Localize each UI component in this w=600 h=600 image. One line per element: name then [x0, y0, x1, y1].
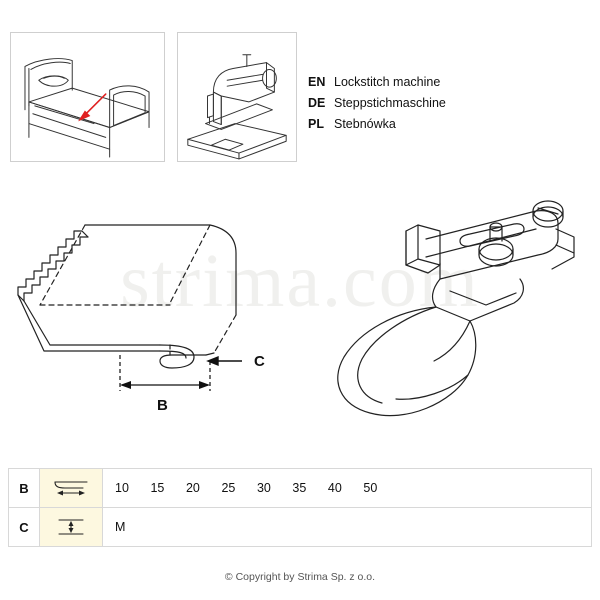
row-letter: B: [9, 469, 40, 508]
hem-fold-diagram: [10, 195, 295, 445]
language-code: EN: [308, 75, 326, 89]
language-row-pl: [308, 116, 588, 132]
bed-thumbnail: [10, 32, 165, 162]
language-text: Lockstitch machine: [334, 75, 441, 89]
language-code: PL: [308, 117, 324, 131]
width-dimension-icon: [40, 469, 103, 508]
value-item: 30: [256, 481, 271, 495]
value-item: 40: [327, 481, 342, 495]
value-item: 35: [292, 481, 307, 495]
table-row: [9, 469, 592, 508]
row-letter: C: [9, 508, 40, 547]
table-row: [9, 508, 592, 547]
copyright-text: © Copyright by Strima Sp. z o.o.: [224, 571, 376, 583]
value-item: 10: [115, 481, 129, 495]
language-text: Stebnówka: [334, 117, 396, 131]
specification-table: [8, 468, 592, 547]
machine-thumbnail: [177, 32, 297, 162]
label-b: B: [157, 397, 168, 414]
value-item: 25: [221, 481, 236, 495]
value-item: 15: [150, 481, 165, 495]
height-dimension-icon: [40, 508, 103, 547]
value-item: 20: [185, 481, 200, 495]
language-text: Steppstichmaschine: [334, 96, 446, 110]
language-list: [308, 74, 588, 137]
watermark: strima.com: [120, 239, 480, 323]
label-c: C: [254, 353, 265, 370]
language-code: DE: [308, 96, 326, 110]
language-row-de: [308, 95, 588, 111]
value-item: 50: [363, 481, 378, 495]
technical-drawing-row: [0, 195, 600, 445]
row-values: [103, 508, 592, 547]
row-values: [103, 469, 592, 508]
hemmer-folder-drawing: [300, 195, 595, 445]
language-row-en: [308, 74, 588, 90]
value-item: M: [115, 520, 126, 534]
top-illustration-row: [0, 28, 600, 168]
